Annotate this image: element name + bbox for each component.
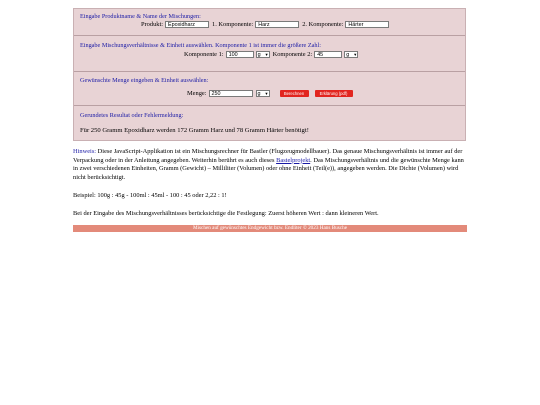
ratio-comp2-unit-select[interactable] bbox=[344, 51, 358, 58]
comp2-name-label: 2. Komponente: bbox=[302, 21, 344, 28]
amount-header: Gewünschte Menge eingeben & Einheit auswählen: bbox=[80, 77, 209, 84]
rule-text: Bei der Eingabe des Mischungsverhältnisses berücksichtige die Festlegung: Zuerst höheren Wert : dann kleineren Wert. bbox=[73, 210, 379, 217]
calculator-panel bbox=[73, 8, 466, 141]
ratio-comp1-unit-value: g bbox=[257, 51, 261, 58]
ratio-comp1-unit-select[interactable] bbox=[256, 51, 270, 58]
comp2-name-input[interactable]: Härter bbox=[345, 21, 389, 28]
chevron-down-icon: ▼ bbox=[353, 51, 358, 57]
hint-text-2: . Das Mischungsverhältnis und die gewünschte Menge kann in zwei verschiedenen Einheiten, Gramm (Gewicht) – Milliliter (Volumen) oder ohne Einheit (Teil(e)), angegeben werden. Die Dichte (Volumen) wird nicht berücksichtigt. bbox=[73, 156, 464, 181]
ratio-comp2-input[interactable]: 45 bbox=[314, 51, 342, 58]
chevron-down-icon: ▼ bbox=[264, 90, 269, 96]
explanation-pdf-button[interactable]: Erklärung (pdf) bbox=[315, 90, 353, 97]
bastelprojekt-link[interactable]: Bastelprojekt bbox=[276, 156, 311, 164]
ratio-header: Eingabe Mischungsverhältnisse & Einheit auswählen. Komponente 1 ist immer die größere Zahl: bbox=[80, 42, 321, 49]
result-text: Für 250 Gramm Epoxidharz werden 172 Gramm Harz und 78 Gramm Härter benötigt! bbox=[80, 127, 309, 134]
comp1-name-input[interactable]: Harz bbox=[255, 21, 299, 28]
ratio-section bbox=[74, 36, 465, 66]
amount-section bbox=[74, 72, 465, 102]
menge-unit-value: g bbox=[257, 90, 261, 97]
menge-input[interactable]: 250 bbox=[209, 90, 253, 97]
hint-text-1: Diese JavaScript-Applikation ist ein Mischungsrechner für Bastler (Flugzeugmodellbauer). Das genaue Mischungsverhältnis ist immer auf der Verpackung oder in der Anleitung angegeben. Weiterhin berührt es auch dieses bbox=[73, 148, 463, 164]
ratio-comp1-input[interactable]: 100 bbox=[226, 51, 254, 58]
info-block bbox=[73, 148, 468, 182]
names-header: Eingabe Produktname & Name der Mischungen: bbox=[80, 13, 201, 20]
footer-bar: Mischen auf gewünschtes Endgewicht bzw. Endliter © 2023 Hans Busche bbox=[73, 225, 467, 232]
menge-unit-select[interactable] bbox=[256, 90, 270, 97]
names-section bbox=[74, 9, 465, 34]
comp1-name-label: 1. Komponente: bbox=[212, 21, 254, 28]
chevron-down-icon: ▼ bbox=[264, 51, 269, 57]
hint-paragraph bbox=[73, 148, 468, 182]
result-section bbox=[74, 106, 465, 141]
ratio-comp1-label: Komponente 1: bbox=[184, 51, 224, 58]
menge-label: Menge: bbox=[187, 90, 207, 97]
ratio-comp2-unit-value: g bbox=[346, 51, 350, 58]
calculate-button[interactable]: Berechnen bbox=[280, 90, 309, 97]
names-row bbox=[141, 21, 389, 28]
product-label: Produkt: bbox=[141, 21, 164, 28]
ratio-comp2-label: Komponente 2: bbox=[272, 51, 313, 58]
example-text: Beispiel: 100g : 45g - 100ml : 45ml - 100 : 45 oder 2,22 : 1! bbox=[73, 192, 227, 199]
amount-row bbox=[187, 90, 353, 97]
ratio-row bbox=[184, 51, 358, 58]
result-header: Gerundetes Resultat oder Fehlermeldung: bbox=[80, 112, 184, 119]
hint-label: Hinweis: bbox=[73, 148, 97, 155]
product-input[interactable]: Epoxidharz bbox=[165, 21, 209, 28]
